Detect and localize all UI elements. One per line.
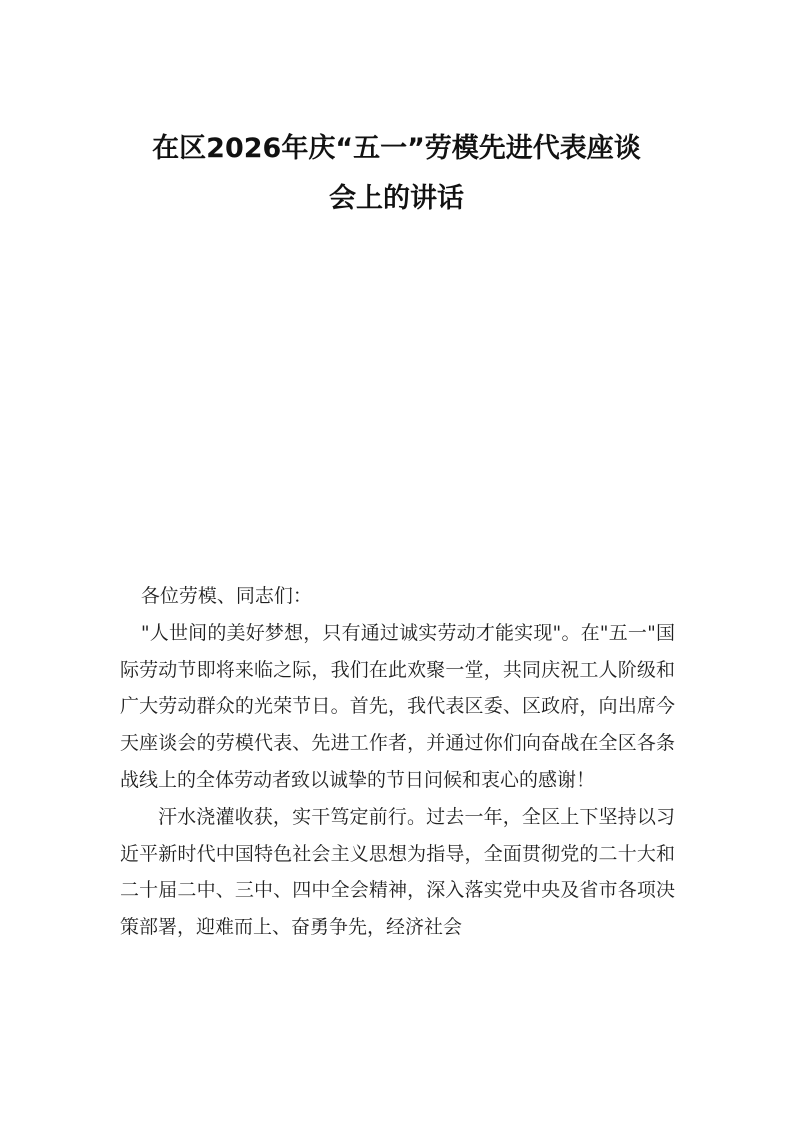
greeting: 各位劳模、同志们：: [140, 585, 312, 607]
document-title: [120, 124, 673, 224]
title-line-1: 在区2026年庆“五一”劳模先进代表座谈: [152, 133, 641, 164]
paragraph-2: 汗水浇灌收获，实干笃定前行。过去一年，全区上下坚持以习近平新时代中国特色社会主义思想为指导，全面贯彻党的二十大和二十届二中、三中、四中全会精神，深入落实党中央及省市各项决策部署，迎难而上、奋勇争先，经济社会: [120, 805, 675, 939]
title-line-2: 会上的讲话: [329, 183, 464, 214]
document-body: [120, 578, 675, 946]
paragraph-1: "人世间的美好梦想，只有通过诚实劳动才能实现"。在"五一"国际劳动节即将来临之际，我们在此欢聚一堂，共同庆祝工人阶级和广大劳动群众的光荣节日。首先，我代表区委、区政府，向出席今天座谈会的劳模代表、先进工作者，并通过你们向奋战在全区各条战线上的全体劳动者致以诚挚的节日问候和衷心的感谢！: [120, 621, 675, 791]
